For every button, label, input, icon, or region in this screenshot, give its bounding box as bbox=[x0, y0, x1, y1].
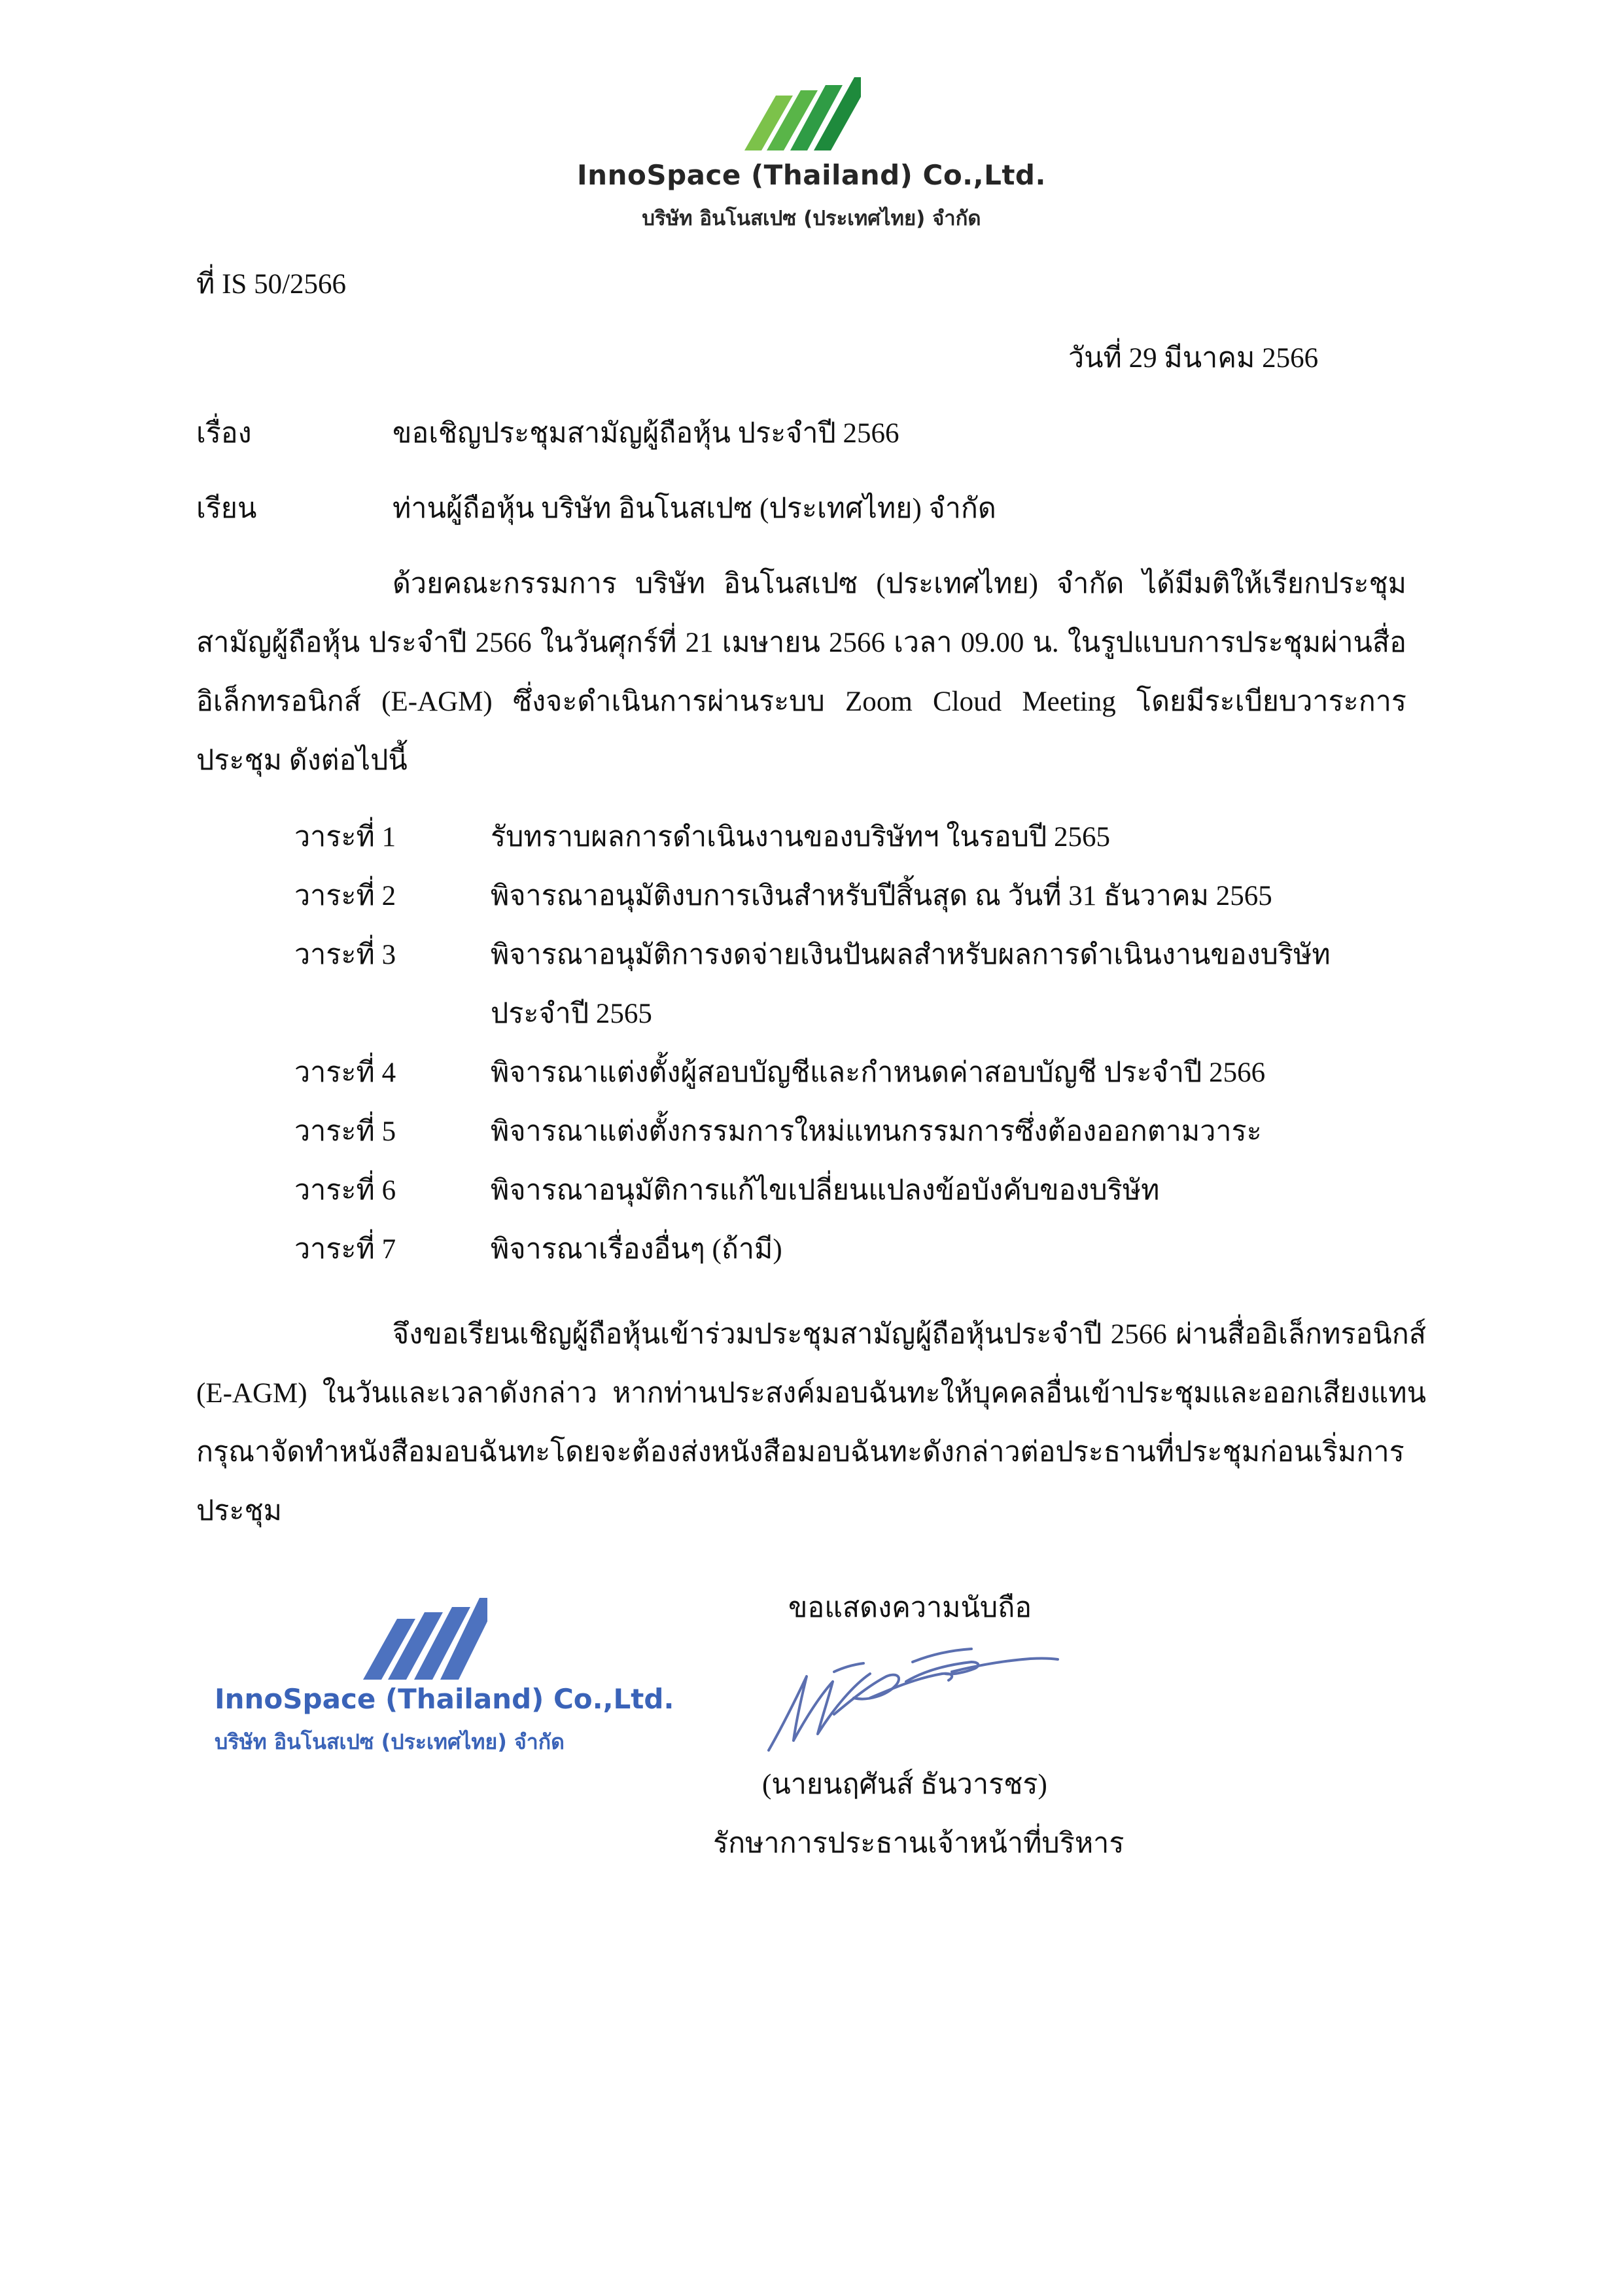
intro-line: ด้วยคณะกรรมการ บริษัท อินโนสเปซ (ประเทศไทย) จำกัด ได้มีมติให้เรียกประชุม bbox=[393, 569, 1406, 599]
signatory-title: รักษาการประธานเจ้าหน้าที่บริหาร bbox=[713, 1828, 1125, 1859]
closing-line: (E-AGM) ในวันและเวลาดังกล่าว หากท่านประสงค์มอบฉันทะให้บุคคลอื่นเข้าประชุมและออกเสียงแทน bbox=[196, 1378, 1426, 1409]
agenda-item: พิจารณาแต่งตั้งผู้สอบบัญชีและกำหนดค่าสอบบัญชี ประจำปี 2566 bbox=[491, 1057, 1266, 1088]
company-name-th: บริษัท อินโนสเปซ (ประเทศไทย) จำกัด bbox=[642, 207, 981, 230]
subject-label: เรื่อง bbox=[196, 418, 252, 449]
agenda-label: วาระที่ 2 bbox=[294, 881, 396, 911]
agenda-item-continued: ประจำปี 2565 bbox=[491, 998, 652, 1029]
stamp-company-name-th: บริษัท อินโนสเปซ (ประเทศไทย) จำกัด bbox=[215, 1729, 565, 1754]
agenda-item: พิจารณาเรื่องอื่นๆ (ถ้ามี) bbox=[491, 1234, 782, 1265]
subject-text: ขอเชิญประชุมสามัญผู้ถือหุ้น ประจำปี 2566 bbox=[393, 418, 899, 449]
intro-line: สามัญผู้ถือหุ้น ประจำปี 2566 ในวันศุกร์ที่ 21 เมษายน 2566 เวลา 09.00 น. ในรูปแบบการประชุมผ่านสื่อ bbox=[196, 627, 1406, 658]
agenda-item: พิจารณาอนุมัติงบการเงินสำหรับปีสิ้นสุด ณ วันที่ 31 ธันวาคม 2565 bbox=[491, 881, 1272, 911]
agenda-item: พิจารณาแต่งตั้งกรรมการใหม่แทนกรรมการซึ่งต้องออกตามวาระ bbox=[491, 1116, 1262, 1147]
recipient-text: ท่านผู้ถือหุ้น บริษัท อินโนสเปซ (ประเทศไทย) จำกัด bbox=[393, 493, 996, 524]
agenda-item: รับทราบผลการดำเนินงานของบริษัทฯ ในรอบปี 2565 bbox=[491, 822, 1111, 853]
handwritten-signature bbox=[756, 1636, 1063, 1757]
agenda-item: พิจารณาอนุมัติการงดจ่ายเงินปันผลสำหรับผลการดำเนินงานของบริษัท bbox=[491, 940, 1331, 970]
agenda-label: วาระที่ 7 bbox=[294, 1234, 396, 1265]
agenda-label: วาระที่ 3 bbox=[294, 940, 396, 970]
recipient-label: เรียน bbox=[196, 493, 257, 524]
agenda-label: วาระที่ 1 bbox=[294, 822, 396, 853]
company-name-en: InnoSpace (Thailand) Co.,Ltd. bbox=[577, 159, 1046, 191]
reference-number: ที่ IS 50/2566 bbox=[196, 269, 347, 300]
closing-line: จึงขอเรียนเชิญผู้ถือหุ้นเข้าร่วมประชุมสามัญผู้ถือหุ้นประจำปี 2566 ผ่านสื่ออิเล็กทรอนิกส์ bbox=[393, 1319, 1426, 1350]
stamp-company-name-en: InnoSpace (Thailand) Co.,Ltd. bbox=[215, 1683, 674, 1715]
regards: ขอแสดงความนับถือ bbox=[788, 1593, 1032, 1623]
closing-line: กรุณาจัดทำหนังสือมอบฉันทะโดยจะต้องส่งหนังสือมอบฉันทะดังกล่าวต่อประธานที่ประชุมก่อนเริ่มการ bbox=[196, 1437, 1405, 1468]
agenda-label: วาระที่ 5 bbox=[294, 1116, 396, 1147]
intro-line: ประชุม ดังต่อไปนี้ bbox=[196, 745, 408, 776]
agenda-label: วาระที่ 4 bbox=[294, 1057, 396, 1088]
company-stamp-logo bbox=[363, 1598, 487, 1680]
intro-line: อิเล็กทรอนิกส์ (E-AGM) ซึ่งจะดำเนินการผ่านระบบ Zoom Cloud Meeting โดยมีระเบียบวาระการ bbox=[196, 686, 1406, 717]
agenda-label: วาระที่ 6 bbox=[294, 1175, 396, 1206]
closing-line: ประชุม bbox=[196, 1496, 283, 1527]
signatory-name: (นายนฤศันส์ ธันวารชร) bbox=[762, 1769, 1047, 1800]
company-logo bbox=[744, 77, 861, 150]
agenda-item: พิจารณาอนุมัติการแก้ไขเปลี่ยนแปลงข้อบังคับของบริษัท bbox=[491, 1175, 1160, 1206]
letter-date: วันที่ 29 มีนาคม 2566 bbox=[1068, 343, 1319, 374]
